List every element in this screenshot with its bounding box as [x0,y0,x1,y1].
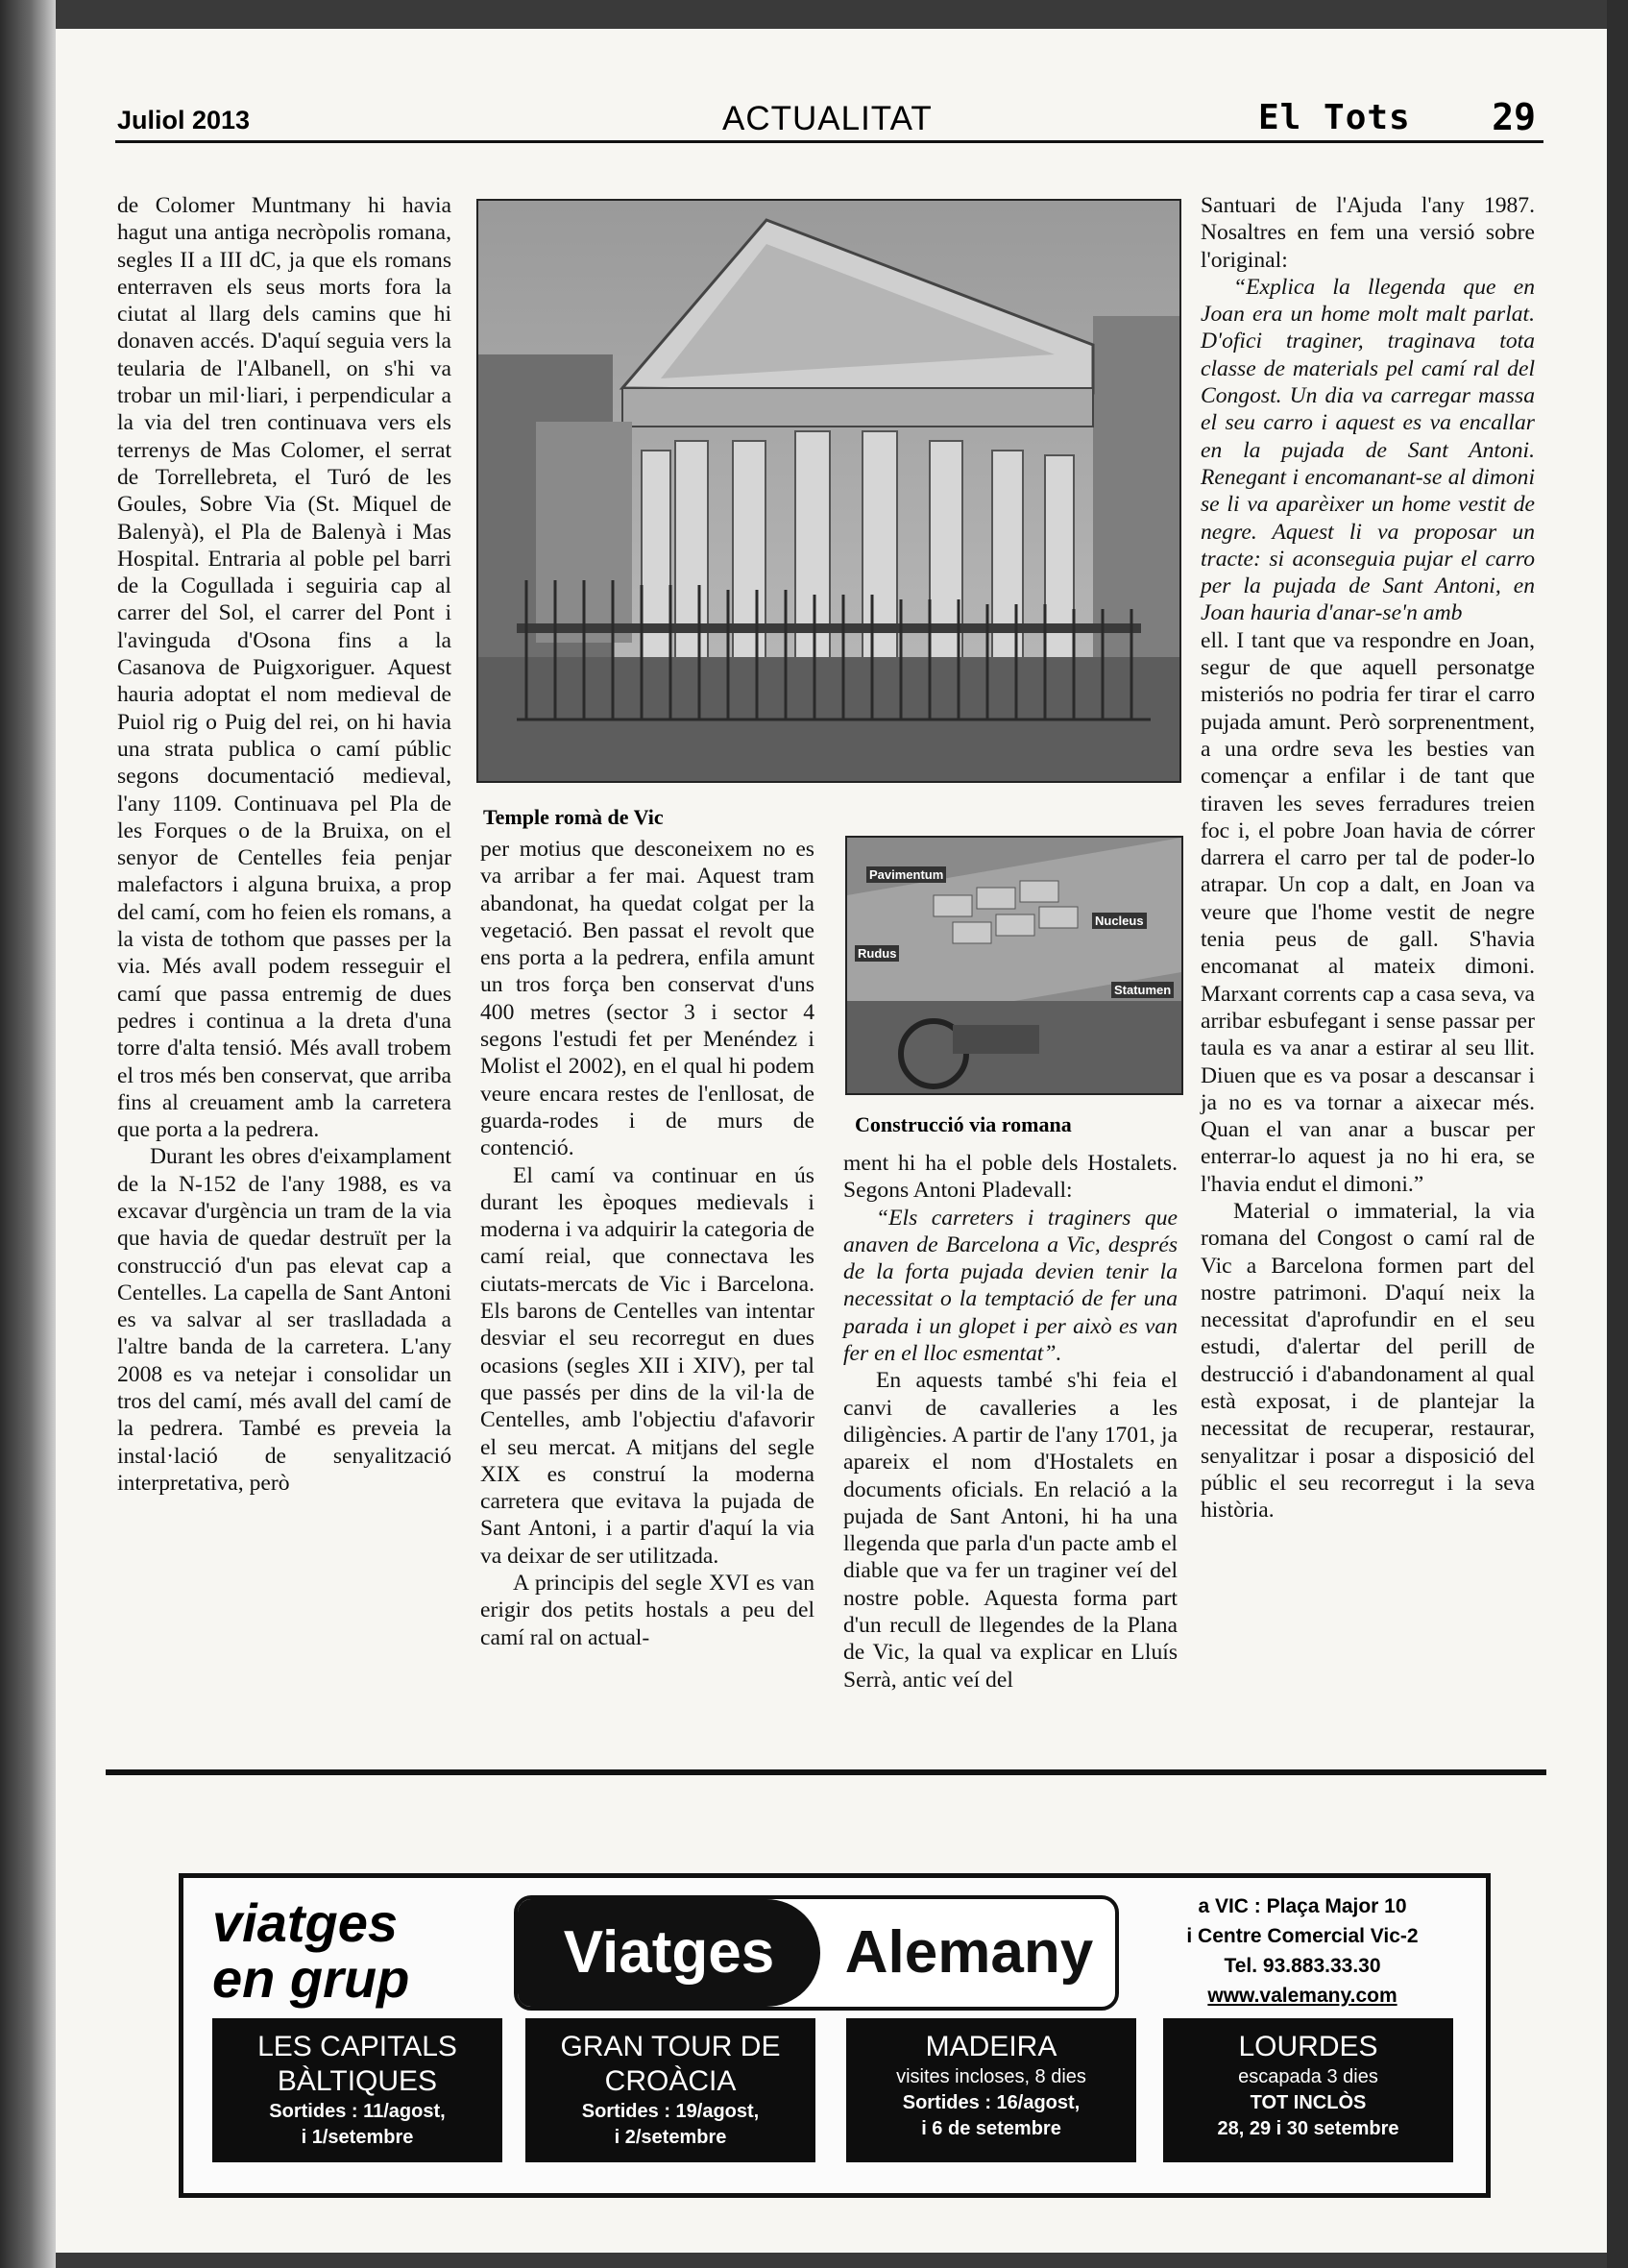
tour-card-baltics [212,2018,502,2162]
tour-title: BÀLTIQUES [277,2065,438,2097]
book-spine [0,0,56,2268]
tour-dates: Sortides : 19/agost, [581,2101,760,2122]
tour-title: LOURDES [1238,2031,1378,2062]
ad-slogan [212,1892,410,2009]
article-paragraph: “Els carreters i traginers que anaven de Barcelona a Vic, després de la forta pujada devien tenir la necessitat o la temptació de fer una parada i un glopet i per això es van fer en el lloc esmentat”. [843,1205,1178,1367]
article-paragraph: de Colomer Muntmany hi havia hagut una antiga necròpolis romana, segles II a III dC, ja que els romans enterraven els seus morts fora la ciutat al llarg dels camins que hi donaven accés. D'aquí seguia vers la teularia de l'Albanell, on s'hi va trobar un mil·liari, i perpendicular a la via del tren continuava vers els terrenys de Mas Colomer, el serrat de Torrellebreta, el Turó de les Goules, Sobre Via (St. Miquel de Balenyà), el Pla de Balenyà i Mas Hospital. Entraria al poble pel barri de la Cogullada i seguiria cap al carrer del Sol, el carrer del Pont i l'avinguda d'Osona fins a la Casanova de Puigxoriguer. Aquest hauria adoptat el nom medieval de Puiol rig o Puig del rei, on hi havia una strata publica o camí públic segons documentació medieval, l'any 1109. Continuava pel Pla de les Forques o de la Bruixa, on el senyor de Centelles feia penjar malefactors i alguna bruixa, a prop del camí, com ho feien els romans, a la vista de tothom que passes per la via. Més avall podem resseguir el camí que passa entremig de dues pedres i continua a la dreta d'una torre d'alta tensió. Més avall trobem el tros més ben conservat, que arriba fins al creuament amb la carretera que porta a la pedrera. [117,193,451,1143]
page-header [117,94,1542,136]
tour-title: GRAN TOUR DE [560,2031,781,2062]
label-nucleus: Nucleus [1092,913,1147,929]
tour-subtitle: escapada 3 dies [1238,2066,1378,2087]
logo-word-left: Viatges [518,1899,820,2007]
page-edge [1607,0,1628,2268]
tour-subtitle: visites incloses, 8 dies [896,2066,1086,2087]
tour-dates: i 2/setembre [614,2127,727,2148]
tour-card-madeira [846,2018,1136,2162]
article-paragraph: Durant les obres d'eixamplament de la N-152 de l'any 1988, es va excavar d'urgència un tram de la via que havia de quedar destruït per la construcció d'un pas elevat cap a Centelles. La capella de Sant Antoni es va salvar al ser traslladada a l'altre banda de la carretera. L'any 2008 es va netejar i consolidar un tros del camí, més avall del camí de la pedrera. També es preveia la instal·lació de senyalització interpretativa, però [117,1144,451,1496]
label-statumen: Statumen [1111,982,1174,998]
slogan-line-1: viatges [212,1892,398,1953]
tour-title: LES CAPITALS [257,2031,457,2062]
agency-logo [514,1895,1119,2011]
article-paragraph: “Explica la llegenda que en Joan era un home molt malt parlat. D'ofici traginer, traginava tota classe de materials pel camí ral del Congost. Un dia va carregar massa el seu carro i aquest es va encallar en la pujada de Sant Antoni. Renegant i encomanant-se al dimoni se li va aparèixer un home vestit de negre. Aquest li va proposar un tracte: si aconseguia pujar el carro per la pujada de Sant Antoni, en Joan hauria d'anar-se'n amb [1201,274,1535,626]
article-column-3 [843,1150,1178,1694]
label-rudus: Rudus [855,945,899,962]
tour-title: MADEIRA [925,2031,1057,2062]
publication-name: El Tots [1258,98,1411,137]
article-paragraph: A principis del segle XVI es van erigir dos petits hostals a peu del camí ral on actual- [480,1571,814,1650]
article-paragraph: En aquests també s'hi feia el canvi de cavalleries a les diligències. A partir de l'any 1701, ja apareix el nom d'Hostalets en documents oficials. En relació a la pujada de Sant Antoni, hi ha una llegenda que parla d'un pacte amb el diable que va fer un traginer veí del nostre poble. Aquesta forma part d'un recull de llegendes de la Plana de Vic, la qual va explicar en Lluís Serrà, antic veí del [843,1368,1178,1693]
road-illustration-caption: Construcció via romana [855,1112,1072,1136]
issue-date: Juliol 2013 [117,106,251,134]
article-column-4 [1201,192,1535,1524]
slogan-line-2: en grup [212,1948,410,2009]
article-paragraph: El camí va continuar en ús durant les èpoques medievals i moderna i va adquirir la categoria de camí reial, que connectava les ciutats-mercats de Vic i Barcelona. Els barons de Centelles van intentar desviar el seu recorregut en dues ocasions (segles XII i XIV), per tal que passés per dins de la vil·la de Centelles, amb l'objectiu d'afavorir el seu mercat. A mitjans del segle XIX es construí la moderna carretera que evitava la pujada de Sant Antoni, i a partir d'aquí la via va deixar de ser utilitzada. [480,1162,814,1569]
temple-photo-caption: Temple romà de Vic [483,805,664,829]
contact-mall: i Centre Comercial Vic-2 [1186,1925,1419,1947]
contact-address: a VIC : Plaça Major 10 [1198,1895,1407,1917]
temple-photo [476,199,1181,783]
article-column-2 [480,836,814,1651]
tour-dates: Sortides : 16/agost, [902,2092,1081,2113]
roman-road-illustration [845,836,1183,1095]
tour-card-croatia [525,2018,815,2162]
logo-word-right: Alemany [844,1919,1094,1986]
tour-dates: 28, 29 i 30 setembre [1217,2118,1399,2139]
tour-dates: i 1/setembre [301,2127,414,2148]
page-number: 29 [1492,96,1536,138]
tour-title: CROÀCIA [604,2065,737,2097]
header-rule [115,140,1543,143]
tour-card-lourdes [1163,2018,1453,2162]
article-paragraph: ell. I tant que va respondre en Joan, segur de que aquell personatge misteriós no podria fer tirar el carro pujada amunt. Però sorprenentment, a una ordre seva les besties van començar a enfilar i de tant que tiraven les seves ferradures treien foc i, el pobre Joan havia de córrer darrera el carro per tal de poder-lo atrapar. Un cop a dalt, en Joan va veure que l'home vestit de negre tenia peus de gall. S'havia encomanat al mateix dimoni. Marxant corrents cap a casa seva, va arribar esbufegant i sense passar per taula es va anar a estirar al seu llit. Diuen que es va posar a descansar i ja no es va tornar a aixecar més. Quan el van anar a buscar per enterrar-lo aquest ja no hi era, se l'havia endut el dimoni.” [1201,627,1535,1197]
article-paragraph: ment hi ha el poble dels Hostalets. Segons Antoni Pladevall: [843,1151,1178,1204]
section-title: ACTUALITAT [722,100,933,137]
contact-phone: Tel. 93.883.33.30 [1224,1955,1381,1977]
article-paragraph: per motius que desconeixem no es va arribar a fer mai. Aquest tram abandonat, ha quedat colgat per la vegetació. Ben passat el revolt que ens porta a la pedrera, enfila amunt un tros força ben conservat d'uns 400 metres (sector 3 i sector 4 segons l'estudi fet per Menéndez i Molist el 2002), en el qual hi podem veure encara restes de l'enllosat, de guarda-rodes i de murs de contenció. [480,837,814,1161]
tour-dates: i 6 de setembre [921,2118,1061,2139]
travel-advertisement [179,1873,1491,2198]
agency-contact [1144,1891,1461,2011]
tour-dates: TOT INCLÒS [1250,2092,1367,2113]
contact-website[interactable]: www.valemany.com [1207,1985,1397,2007]
tour-dates: Sortides : 11/agost, [269,2101,446,2122]
article-column-1 [117,192,451,1497]
article-paragraph: Material o immaterial, la via romana del Congost o camí ral de Vic a Barcelona formen part del nostre patrimoni. D'aquí neix la necessitat d'aprofundir en el seu estudi, d'alertar del perill de destrucció i d'abandonament al qual està exposat, i de plantejar la necessitat de recuperar, restaurar, senyalitzar i posar a disposició del públic el seu recorregut i la seva història. [1201,1198,1535,1524]
label-pavimentum: Pavimentum [866,866,946,883]
article-paragraph: Santuari de l'Ajuda l'any 1987. Nosaltres en fem una versió sobre l'original: [1201,193,1535,273]
ad-top-rule [106,1769,1546,1775]
